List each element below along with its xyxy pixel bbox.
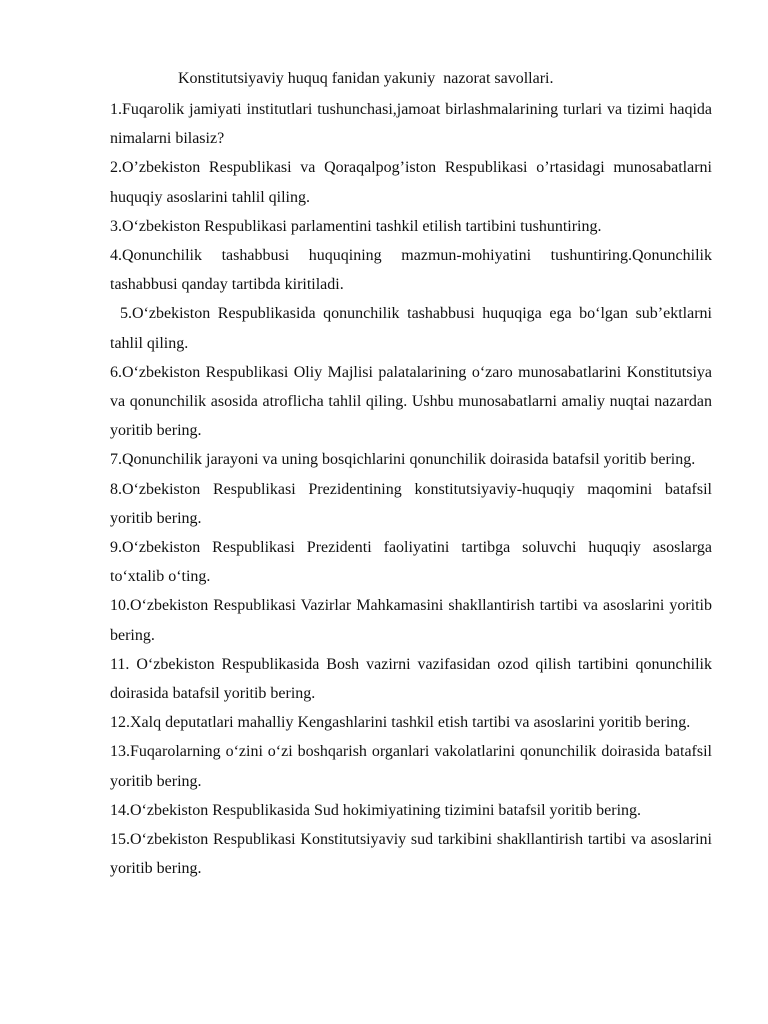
question-item: 13.Fuqarolarning o‘zini o‘zi boshqarish organlari vakolatlarini qonunchilik doirasida batafsil yoritib bering. <box>110 743 712 790</box>
question-item: 4.Qonunchilik tashabbusi huquqining mazmun-mohiyatini tushuntiring.Qonunchilik tashabbusi qanday tartibda kiritiladi. <box>110 247 712 294</box>
question-item: 10.O‘zbekiston Respublikasi Vazirlar Mahkamasini shakllantirish tartibi va asoslarini yoritib bering. <box>110 597 712 644</box>
question-list <box>110 95 712 883</box>
question-item: 12.Xalq deputatlari mahalliy Kengashlarini tashkil etish tartibi va asoslarini yoritib bering. <box>110 714 691 732</box>
question-item: 2.O’zbekiston Respublikasi va Qoraqalpog’iston Respublikasi o’rtasidagi munosabatlarni huquqiy asoslarini tahlil qiling. <box>110 159 712 206</box>
question-item: 3.O‘zbekiston Respublikasi parlamentini tashkil etilish tartibini tushuntiring. <box>110 217 602 235</box>
question-item: 15.O‘zbekiston Respublikasi Konstitutsiyaviy sud tarkibini shakllantirish tartibi va asoslarini yoritib bering. <box>110 831 712 878</box>
question-item: 9.O‘zbekiston Respublikasi Prezidenti faoliyatini tartibga soluvchi huquqiy asoslarga to‘xtalib o‘ting. <box>110 539 712 586</box>
question-item: 8.O‘zbekiston Respublikasi Prezidentining konstitutsiyaviy-huquqiy maqomini batafsil yoritib bering. <box>110 480 712 527</box>
document-title: Konstitutsiyaviy huquq fanidan yakuniy nazorat savollari. <box>178 70 554 87</box>
question-item: 11. O‘zbekiston Respublikasida Bosh vazirni vazifasidan ozod qilish tartibini qonunchilik doirasida batafsil yoritib bering. <box>110 655 712 703</box>
question-item: 1.Fuqarolik jamiyati institutlari tushunchasi,jamoat birlashmalarining turlari va tizimi haqida nimalarni bilasiz? <box>110 101 712 148</box>
question-item: 7.Qonunchilik jarayoni va uning bosqichlarini qonunchilik doirasida batafsil yoritib bering. <box>110 451 696 469</box>
question-item: 5.O‘zbekiston Respublikasida qonunchilik tashabbusi huquqiga ega bo‘lgan sub’ektlarni tahlil qiling. <box>110 305 712 352</box>
question-item: 14.O‘zbekiston Respublikasida Sud hokimiyatining tizimini batafsil yoritib bering. <box>110 801 642 819</box>
question-item: 6.O‘zbekiston Respublikasi Oliy Majlisi palatalarining o‘zaro munosabatlarini Konstitutsiya va qonunchilik asosida atroflicha tahlil qiling. Ushbu munosabatlarni amaliy nuqtai nazardan yoritib bering. <box>110 363 712 440</box>
